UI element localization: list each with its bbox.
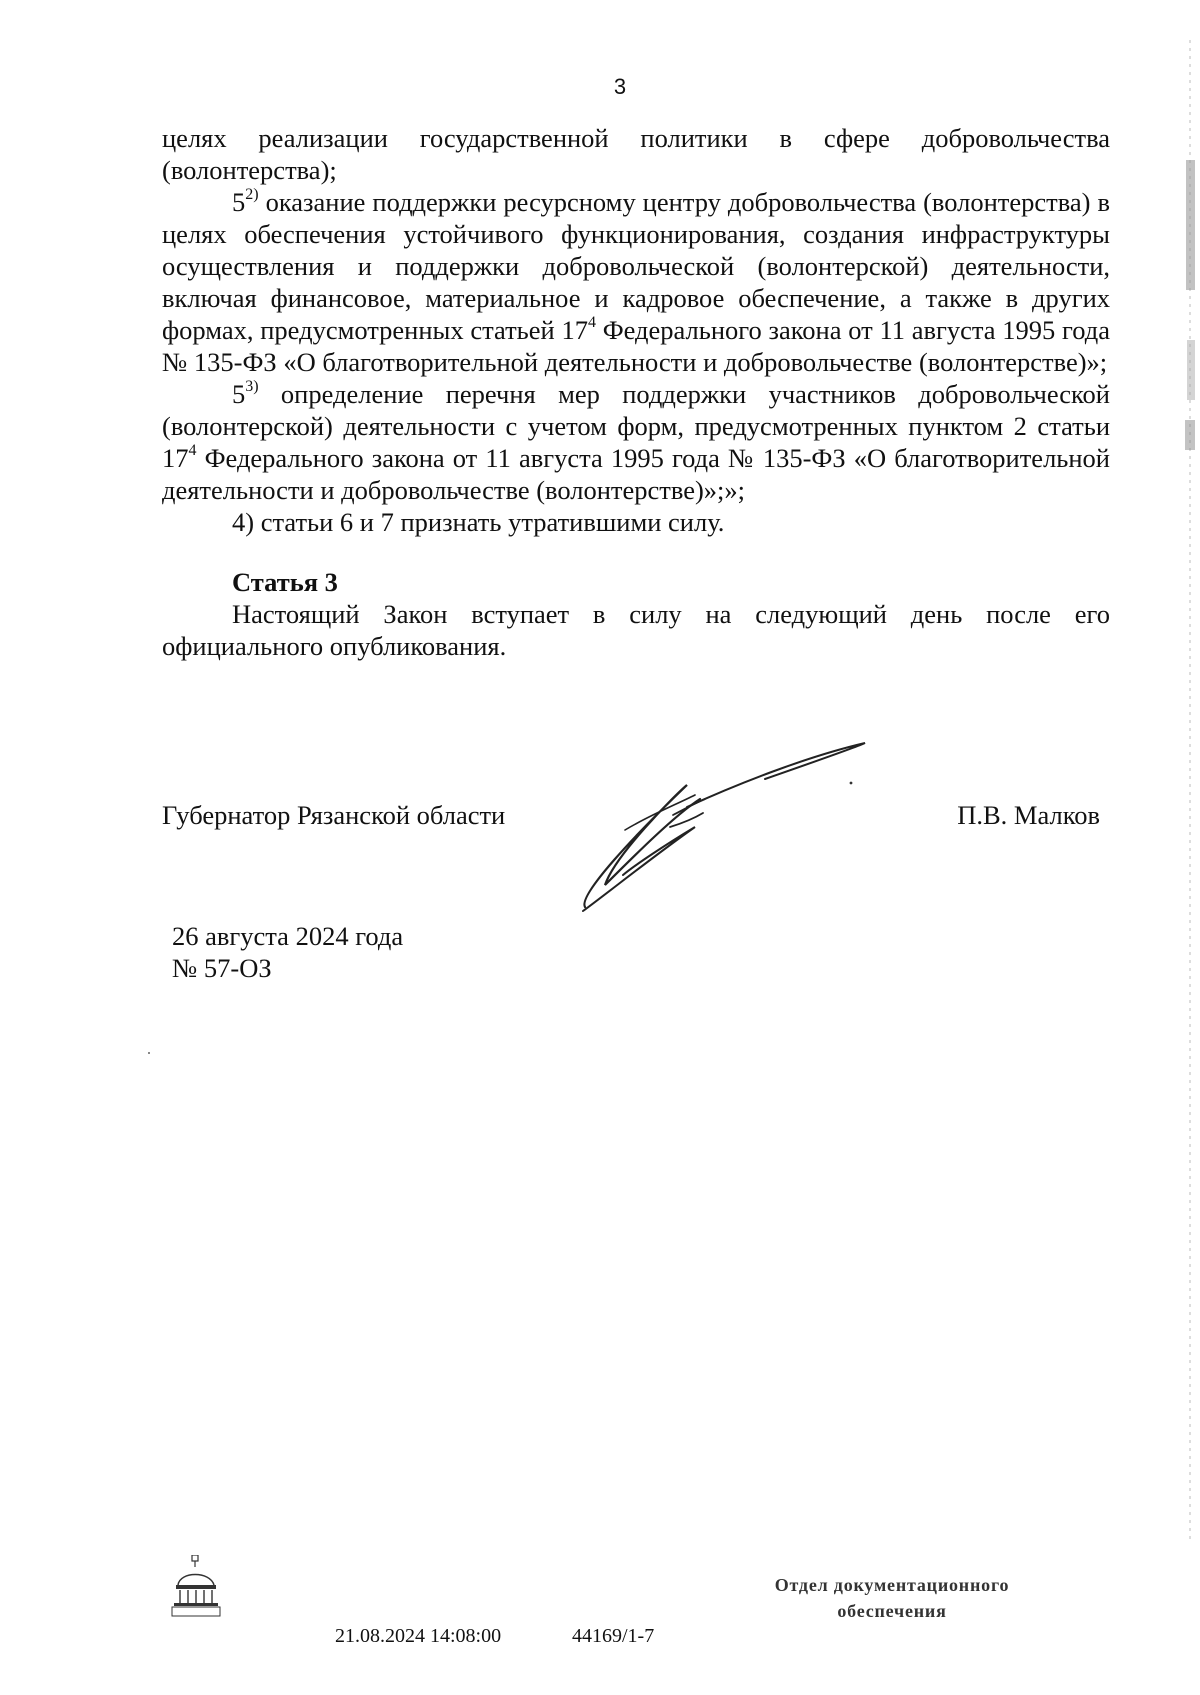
law-body — [162, 122, 1110, 662]
law-number: № 57-ОЗ — [172, 953, 272, 983]
item-number: 5 — [232, 187, 246, 217]
paragraph-item-4: 4) статьи 6 и 7 признать утратившими силу. — [232, 507, 725, 537]
item-text-continued: Федерального закона от 11 августа 1995 года № 135-ФЗ «О благотворительной деятельности и добровольчестве (волонтерстве)»; — [162, 315, 1110, 377]
department-stamp — [752, 1572, 1032, 1624]
item-number: 5 — [232, 379, 246, 409]
department-line-2: обеспечения — [837, 1601, 947, 1621]
item-superscript: 2) — [245, 186, 259, 203]
paragraph-item-5-3 — [162, 378, 1110, 506]
law-date: 26 августа 2024 года — [172, 921, 404, 951]
stamp-reg-number: 44169/1-7 — [572, 1625, 655, 1647]
item-superscript: 3) — [245, 378, 259, 395]
department-line-1: Отдел документационного — [774, 1575, 1010, 1595]
stamp-datetime: 21.08.2024 14:08:00 — [335, 1625, 502, 1647]
scan-edge-noise — [1184, 40, 1196, 1540]
item-text: оказание поддержки ресурсному центру добровольчества (волонтерства) в целях обеспечения устойчивого функционирования, создания инфраструктуры осуществления и поддержки добровольческой (волонтерской) деятельности, включая финансовое, материальное и кадровое обеспечение, а также в других формах, предусмотренных статьей 17 — [162, 187, 1110, 345]
paragraph-item-5-2 — [162, 186, 1110, 378]
article-superscript: 4 — [188, 442, 197, 459]
article-3-heading: Статья 3 — [232, 567, 338, 597]
paragraph-continuation: целях реализации государственной политики в сфере добровольчества (волонтерства); — [162, 123, 1110, 185]
item-text-continued: Федерального закона от 11 августа 1995 года № 135-ФЗ «О благотворительной деятельности и добровольчестве (волонтерстве)»;»; — [162, 443, 1110, 505]
page-number: 3 — [613, 74, 627, 99]
handwritten-signature — [575, 735, 935, 925]
law-date-number — [172, 920, 403, 984]
item-text: определение перечня мер поддержки участников добровольческой (волонтерской) деятельности с учетом форм, предусмотренных пунктом 2 статьи 17 — [162, 379, 1110, 473]
duma-logo — [170, 1555, 222, 1617]
signer-name: П.В. Малков — [957, 800, 1100, 830]
article-3-text: Настоящий Закон вступает в силу на следующий день после его официального опубликования. — [162, 599, 1110, 661]
scan-speck — [148, 1052, 150, 1054]
article-superscript: 4 — [587, 314, 596, 331]
signer-position: Губернатор Рязанской области — [162, 800, 506, 830]
